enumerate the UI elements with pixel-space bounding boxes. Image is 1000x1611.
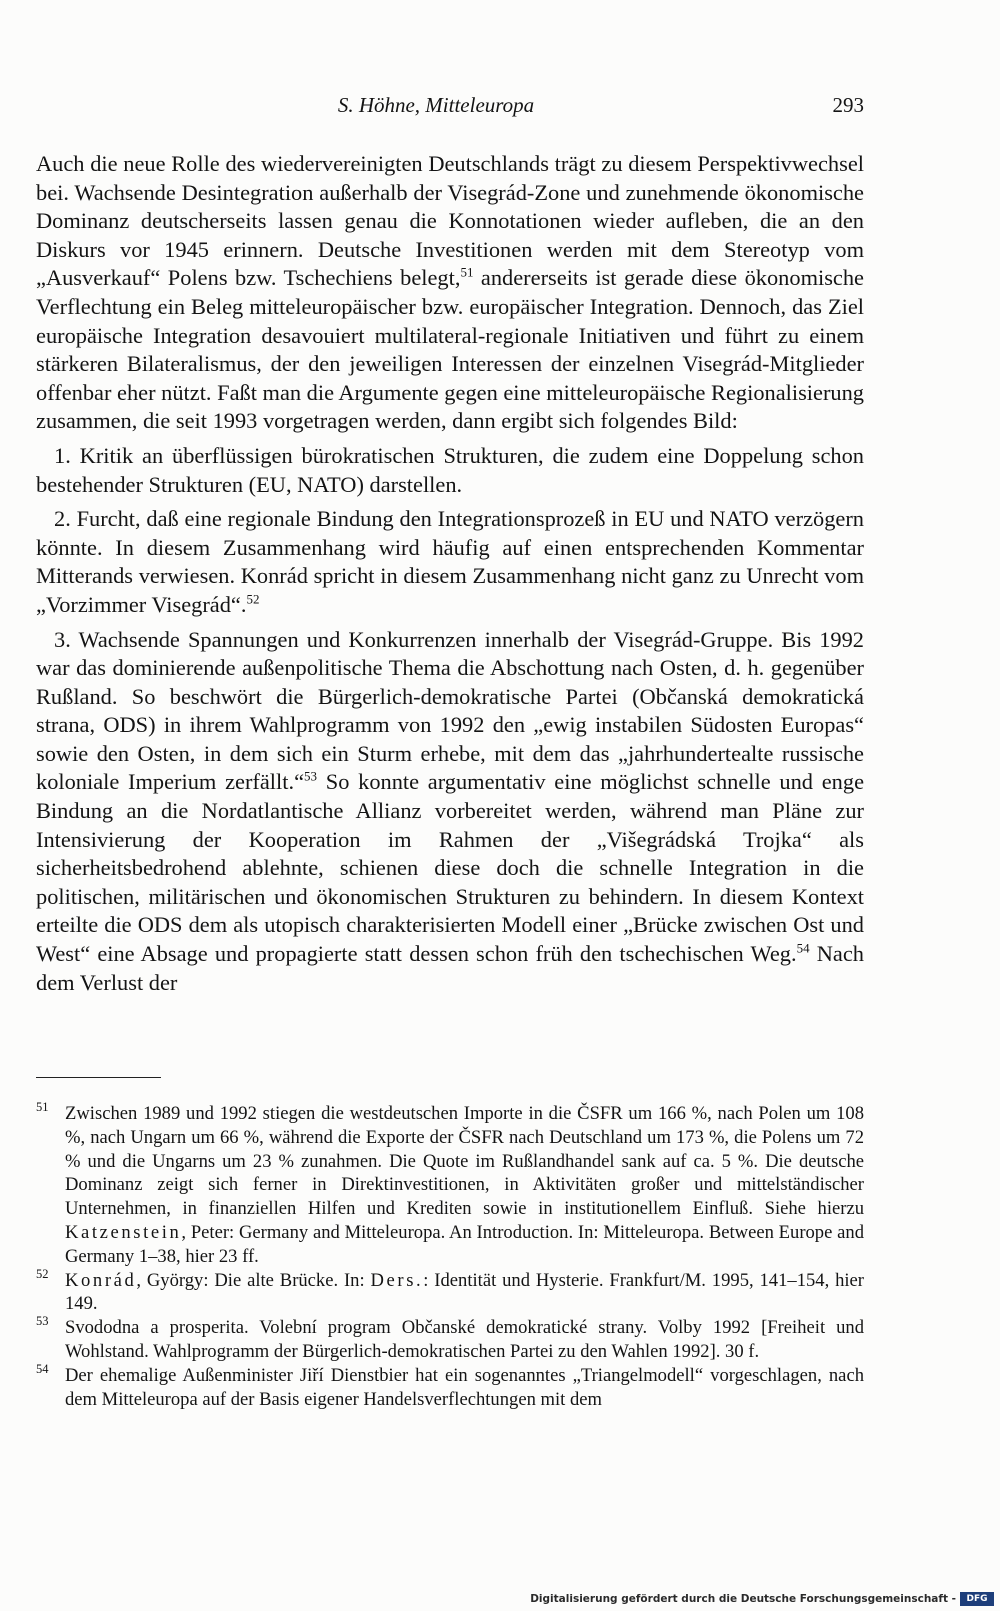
page-number: 293 <box>832 93 864 117</box>
paragraph-text: Auch die neue Rolle des wiedervereinigten Deutschlands trägt zu diesem Perspektivwechsel bei. Wachsende Desintegration außerhalb der Visegrád-Zone und zunehmende ökonomische Dominanz deutscherseits lassen genau die Konnotationen wieder aufleben, die an den Diskurs vor 1945 erinnern. Deutsche Investitionen werden mit dem Stereotyp vom „Ausverkauf“ Polens bzw. Tschechiens belegt, <box>36 151 864 291</box>
running-head <box>36 90 864 120</box>
dfg-logo-icon: DFG <box>960 1592 994 1606</box>
footnote-number: 54 <box>36 1361 49 1376</box>
footnote-number: 52 <box>36 1266 49 1281</box>
digitization-credit <box>530 1591 994 1607</box>
body-text <box>36 150 864 997</box>
footnotes <box>36 1102 864 1411</box>
footnote-author: Katzenstein <box>65 1221 182 1243</box>
list-item-text: So konnte argumentativ eine möglichst schnelle und enge Bindung an die Nordatlantische Allianz vorbereitet werden, während man Pläne zur Intensivierung der Kooperation im Rahmen der „Višegrádská Trojka“ als sicherheitsbedrohend ablehnte, schienen diese doch die schnelle Integration in die politischen, militärischen und ökonomischen Strukturen zu behindern. In diesem Kontext erteilte die ODS dem als utopisch charakterisierten Modell einer „Brücke zwischen Ost und West“ eine Absage und propagierte statt dessen schon früh den tschechischen Weg. <box>36 769 865 967</box>
footnote-text: , Peter: Germany and Mitteleuropa. An Introduction. In: Mitteleuropa. Between Europe and Germany 1–38, hier 23 ff. <box>65 1221 864 1267</box>
footnote-ref: 53 <box>304 769 318 784</box>
list-item-text: 2. Furcht, daß eine regionale Bindung den Integrationsprozeß in EU und NATO verzögern könnte. In diesem Zusammenhang wird häufig auf einen entsprechenden Kommentar Mitterands verwiesen. Konrád spricht in diesem Zusammenhang nicht ganz zu Unrecht vom „Vorzimmer Visegrád“. <box>36 506 864 617</box>
footnote-51 <box>36 1102 864 1269</box>
running-title: S. Höhne, Mitteleuropa <box>337 93 535 117</box>
paragraph-text: andererseits ist gerade diese ökonomische Verflechtung ein Beleg mitteleuropäischer bzw. europäischer Integration. Dennoch, das Ziel europäische Integration desavouiert multilateral-regionale Initiativen und führt zu einem stärkeren Bilateralismus, der den jeweiligen Interessen der einzelnen Visegrád-Mitglieder offenbar eher nützt. Faßt man die Argumente gegen eine mitteleuropäische Regionalisierung zusammen, die seit 1993 vorgetragen werden, dann ergibt sich folgendes Bild: <box>36 265 864 434</box>
footnote-53 <box>36 1316 864 1364</box>
footnote-author: Ders. <box>370 1269 424 1291</box>
footnote-ref: 52 <box>246 591 260 607</box>
footnote-text: Der ehemalige Außenminister Jiří Dienstbier hat ein sogenanntes „Triangelmodell“ vorgeschlagen, nach dem Mitteleuropa auf der Basis eigener Handelsverflechtungen mit dem <box>65 1364 864 1410</box>
footnote-ref: 54 <box>796 940 810 956</box>
footnote-ref: 51 <box>460 264 474 280</box>
list-item-text: Nach dem Verlust der <box>36 941 864 995</box>
footnote-text: Zwischen 1989 und 1992 stiegen die westdeutschen Importe in die ČSFR um 166 %, nach Polen um 108 %, nach Ungarn um 66 %, während die Exporte der ČSFR nach Deutschland um 173 %, die Polens um 72 % und die Ungarns um 23 % zunahmen. Die Quote im Rußlandhandel sank auf ca. 5 %. Die deutsche Dominanz zeigt sich ferner in Direktinvestitionen, in Aktivitäten großer und mittelständischer Unternehmen, in finanziellen Hilfen und Krediten sowie in institutionellem Einfluß. Siehe hierzu <box>65 1103 864 1220</box>
footnote-separator <box>36 1077 161 1078</box>
footnote-52 <box>36 1266 865 1317</box>
paragraph <box>36 150 864 436</box>
list-item-text: 3. Wachsende Spannungen und Konkurrenzen innerhalb der Visegrád-Gruppe. Bis 1992 war das dominierende außenpolitische Thema die Abschottung nach Osten, d. h. gegenüber Rußland. So beschwört die Bürgerlich-demokratische Partei (Občanská demokratická strana, ODS) in ihrem Wahlprogramm von 1992 den „ewig instabilen Südosten Europas“ sowie den Osten, in dem sich ein Sturm erhebe, mit dem das „jahrhundertealte russische koloniale Imperium zerfällt.“ <box>36 626 864 795</box>
footnote-54 <box>36 1361 864 1412</box>
footnote-author: Konrád <box>65 1269 137 1291</box>
footnote-number: 51 <box>36 1100 49 1114</box>
footnote-text: Svododna a prosperita. Volební program Občanské demokratické strany. Volby 1992 [Freiheit und Wohlstand. Wahlprogramm der Bürgerlich-demokratischen Partei zu den Wahlen 1992]. 30 f. <box>65 1317 864 1362</box>
list-item-3 <box>36 626 864 998</box>
list-item-2 <box>36 505 864 619</box>
list-item-text: 1. Kritik an überflüssigen bürokratischen Strukturen, die zudem eine Doppelung schon bestehender Strukturen (EU, NATO) darstellen. <box>36 442 864 497</box>
footnote-text: : Identität und Hysterie. Frankfurt/M. 1995, 141–154, hier 149. <box>65 1269 865 1315</box>
footnote-number: 53 <box>36 1314 49 1329</box>
digitization-credit-text: Digitalisierung gefördert durch die Deutsche Forschungsgemeinschaft - <box>530 1593 956 1605</box>
footnote-text: , György: Die alte Brücke. In: <box>136 1269 371 1291</box>
list-item-1 <box>36 442 864 499</box>
